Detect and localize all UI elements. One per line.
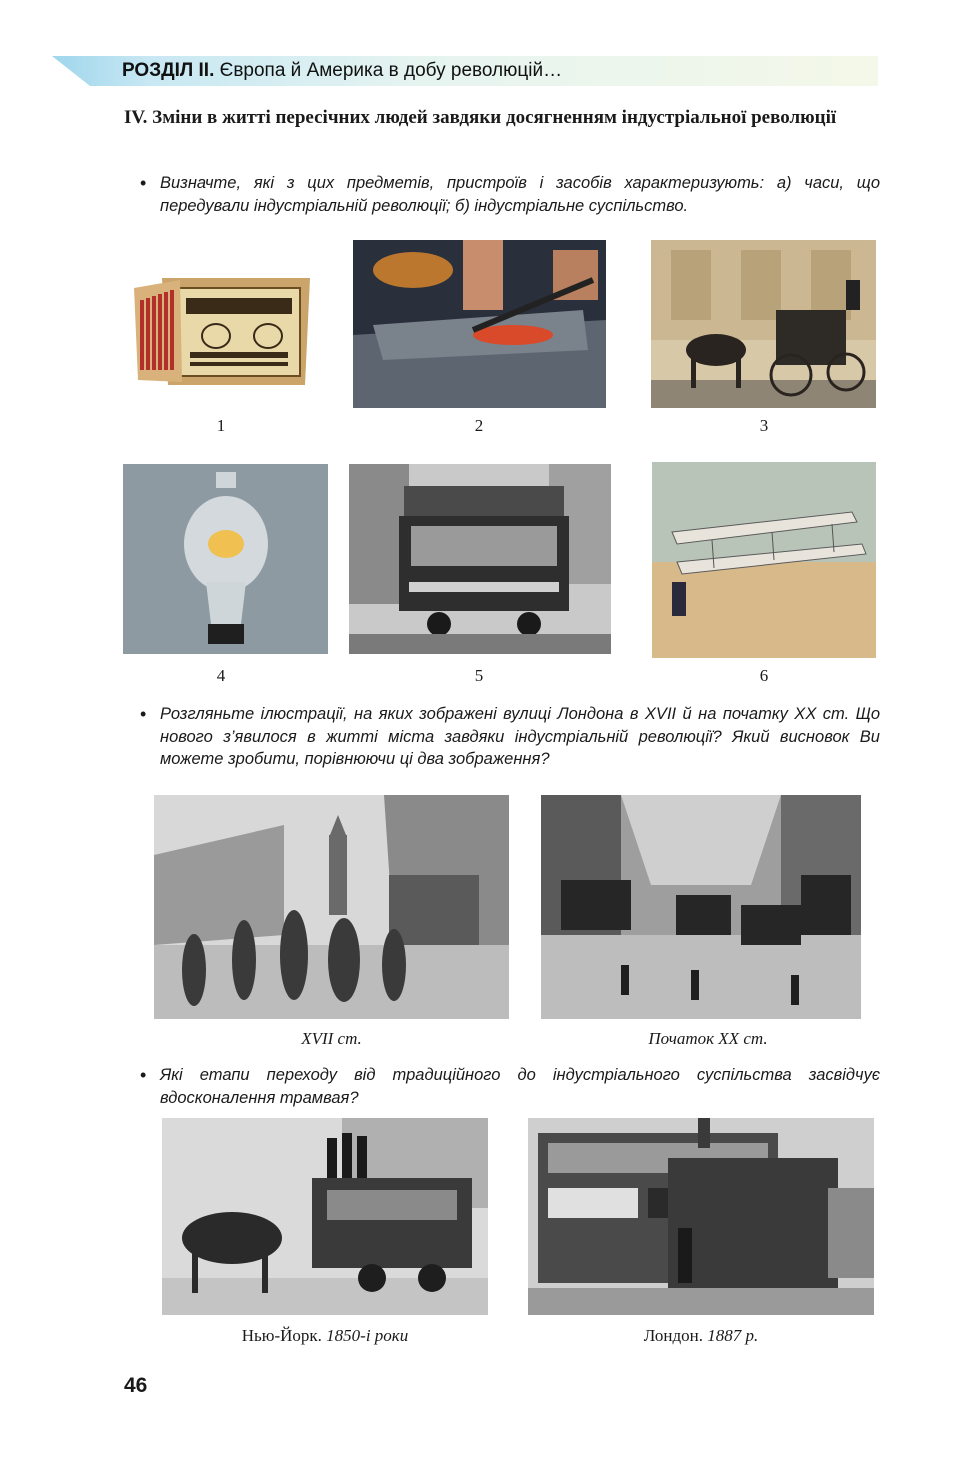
- page-number: 46: [124, 1374, 148, 1397]
- figure-number-5: 5: [474, 666, 484, 685]
- london-20th-caption: [541, 1029, 875, 1049]
- london-caption-place: Лондон.: [643, 1326, 703, 1345]
- horse-tram-new-york-photo: [162, 1118, 488, 1315]
- figure-number-2: 2: [474, 416, 484, 435]
- airplane-photo: [652, 462, 876, 658]
- figure-number-6: 6: [759, 666, 769, 685]
- figure-number-1: 1: [216, 416, 226, 435]
- new-york-caption-time: 1850-і роки: [326, 1326, 409, 1345]
- figure-number-4: 4: [216, 666, 226, 685]
- section-title: Європа й Америка в добу революцій…: [219, 60, 563, 81]
- task-3: • Які етапи переходу від традиційного до індустріального суспільства засвідчує вдосконалення трамвая?: [160, 1064, 880, 1109]
- london-17th-caption-text: XVII ст.: [301, 1029, 362, 1048]
- london-20th-caption-text: Початок ХХ ст.: [648, 1029, 768, 1048]
- task-2: • Розгляньте ілюстрації, на яких зображені вулиці Лондона в XVII й на початку ХХ ст. Що нового з’явилося в житті міста завдяки індустріальній революції? Який висновок Ви можете зробити, порівнюючи ці два зображення?: [160, 703, 880, 771]
- figure-number-3: 3: [759, 416, 769, 435]
- page-heading: IV. Зміни в житті пересічних людей завдяки досягненням індустріальної революції: [124, 107, 837, 128]
- task-1: • Визначте, які з цих предметів, пристроїв і засобів характеризують: а) часи, що передували індустріальній революції; б) індустріальне суспільство.: [160, 172, 880, 217]
- london-20th-century-photo: [541, 795, 861, 1019]
- tram-photo: [349, 464, 611, 654]
- light-bulb-photo: [123, 464, 328, 654]
- horse-carriage-photo: [651, 240, 876, 408]
- section-header: [122, 60, 562, 82]
- section-label: РОЗДІЛ II.: [122, 60, 215, 81]
- matchbox-photo: [120, 240, 325, 408]
- london-17th-caption: [154, 1029, 509, 1049]
- new-york-caption-place: Нью-Йорк.: [241, 1326, 322, 1345]
- london-17th-century-engraving: [154, 795, 509, 1019]
- steam-tram-london-photo: [528, 1118, 874, 1315]
- blacksmith-photo: [353, 240, 606, 408]
- new-york-tram-caption: [162, 1326, 488, 1346]
- london-caption-time: 1887 р.: [707, 1326, 759, 1345]
- london-tram-caption: [528, 1326, 874, 1346]
